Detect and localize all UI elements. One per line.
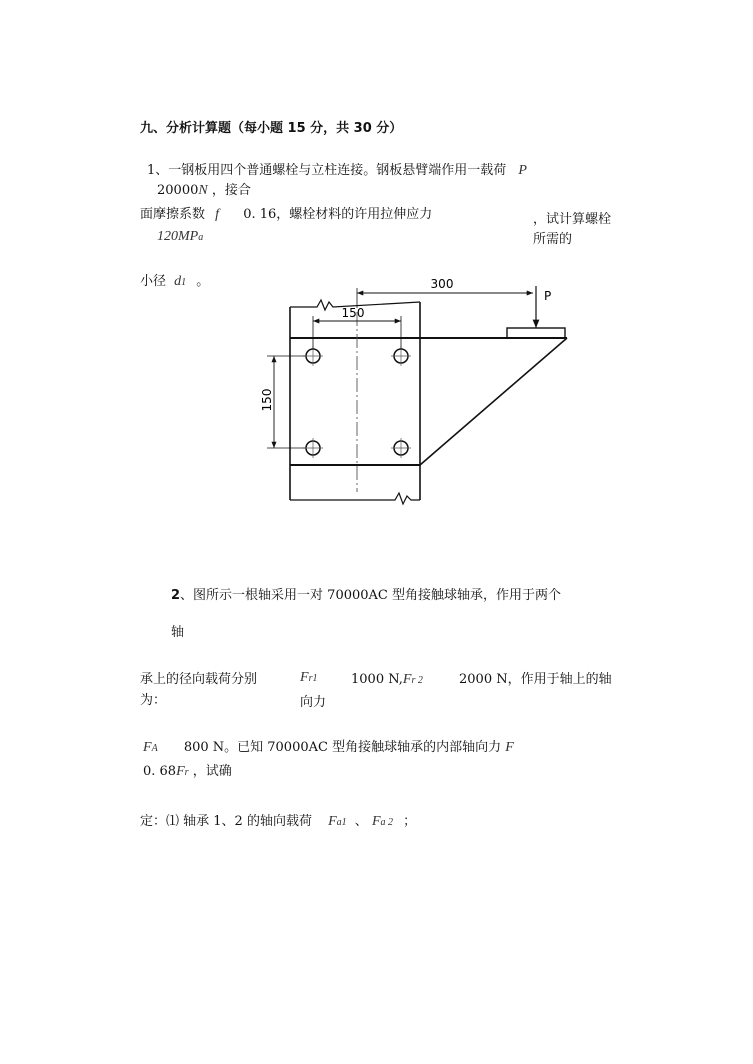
q2-FA-sub: A bbox=[151, 743, 158, 754]
q1-line2-rest: ，接合 bbox=[211, 183, 251, 198]
q2-line2: 轴 bbox=[171, 625, 185, 640]
q1-d-symbol: d bbox=[174, 274, 182, 289]
q1-stress-unit: MP bbox=[178, 229, 199, 244]
q2-line6 bbox=[140, 814, 416, 831]
q1-stress-value: 120 bbox=[157, 229, 178, 244]
load-pad bbox=[507, 328, 565, 338]
q1-line4 bbox=[140, 274, 209, 291]
q1-stress bbox=[157, 229, 203, 246]
q1-P-symbol: P bbox=[518, 163, 527, 178]
dimension-300-label: 300 bbox=[430, 277, 454, 291]
column-bottom-break bbox=[290, 493, 420, 504]
q2-line3-d: 向力 bbox=[300, 695, 327, 710]
q2-Fr1-F: F bbox=[300, 670, 309, 685]
q2-Fr2-F: F bbox=[402, 672, 412, 687]
q1-line3-b: 0. 16，螺栓材料的许用拉伸应力 bbox=[243, 207, 433, 222]
q2-line5-a: 0. 68 bbox=[143, 764, 177, 779]
q2-line4-F: F bbox=[505, 740, 514, 755]
q1-line1 bbox=[147, 163, 527, 180]
q2-line6-b: 、 bbox=[354, 814, 368, 829]
q1-load-value: 20000 bbox=[157, 183, 199, 198]
q1-stress-sub: a bbox=[198, 232, 204, 243]
q2-line3-a: 承上的径向载荷分别 bbox=[140, 672, 258, 687]
q2-line5 bbox=[143, 764, 232, 781]
q1-d-sub: 1 bbox=[181, 277, 187, 288]
q1-line2 bbox=[157, 183, 251, 200]
q1-f-symbol: f bbox=[215, 207, 220, 222]
q2-line5-F: F bbox=[176, 764, 185, 779]
q2-line6-a: 定：⑴ 轴承 1、2 的轴向载荷 bbox=[140, 814, 312, 829]
q2-Fa1-sub: a1 bbox=[336, 817, 347, 828]
q2-Fr1 bbox=[300, 670, 317, 687]
q2-Fr1-sub: r1 bbox=[308, 673, 318, 684]
q1-line1-text: 1、一钢板用四个普通螺栓与立柱连接。钢板悬臂端作用一载荷 bbox=[147, 163, 507, 178]
q2-FA-F: F bbox=[143, 740, 152, 755]
q2-line5-sub: r bbox=[184, 767, 189, 778]
q2-number: 2 bbox=[171, 588, 181, 603]
q1-line3-right1: ，试计算螺栓 bbox=[533, 212, 612, 227]
q2-line5-b: ，试确 bbox=[192, 764, 232, 779]
q2-line3-b-group bbox=[351, 672, 423, 689]
q2-Fa2-sub: a 2 bbox=[380, 817, 394, 828]
q1-line3 bbox=[140, 207, 432, 224]
q2-line4 bbox=[143, 740, 514, 757]
q1-line4-b: 。 bbox=[196, 274, 210, 289]
dimension-150-horizontal-label: 150 bbox=[341, 306, 365, 320]
q1-line4-a: 小径 bbox=[140, 274, 167, 289]
q2-Fa1-F: F bbox=[328, 814, 337, 829]
q2-line3-a2: 为： bbox=[140, 693, 167, 708]
q2-line3-b: 1000 N, bbox=[351, 672, 403, 687]
q1-line3-right2: 所需的 bbox=[533, 232, 573, 247]
q2-Fr2-sub: r 2 bbox=[411, 675, 423, 686]
dimension-150-vertical-label: 150 bbox=[260, 388, 274, 412]
q2-line1-text: 、图所示一根轴采用一对 70000AC 型角接触球轴承，作用于两个 bbox=[180, 588, 562, 603]
q1-load-unit: N bbox=[198, 183, 208, 198]
q2-line1 bbox=[171, 588, 561, 604]
bolted-plate-figure bbox=[255, 272, 635, 512]
q2-line4-b: 800 N。已知 70000AC 型角接触球轴承的内部轴向力 bbox=[183, 740, 502, 755]
q1-line3-a: 面摩擦系数 bbox=[140, 207, 206, 222]
q2-line6-c: ； bbox=[403, 814, 417, 829]
load-label: P bbox=[544, 289, 552, 303]
plate-slant-edge bbox=[420, 338, 567, 465]
q2-Fa2-F: F bbox=[371, 814, 381, 829]
q2-line3-c: 2000 N，作用于轴上的轴 bbox=[459, 672, 612, 687]
section-title: 九、分析计算题（每小题 15 分，共 30 分） bbox=[140, 121, 403, 136]
